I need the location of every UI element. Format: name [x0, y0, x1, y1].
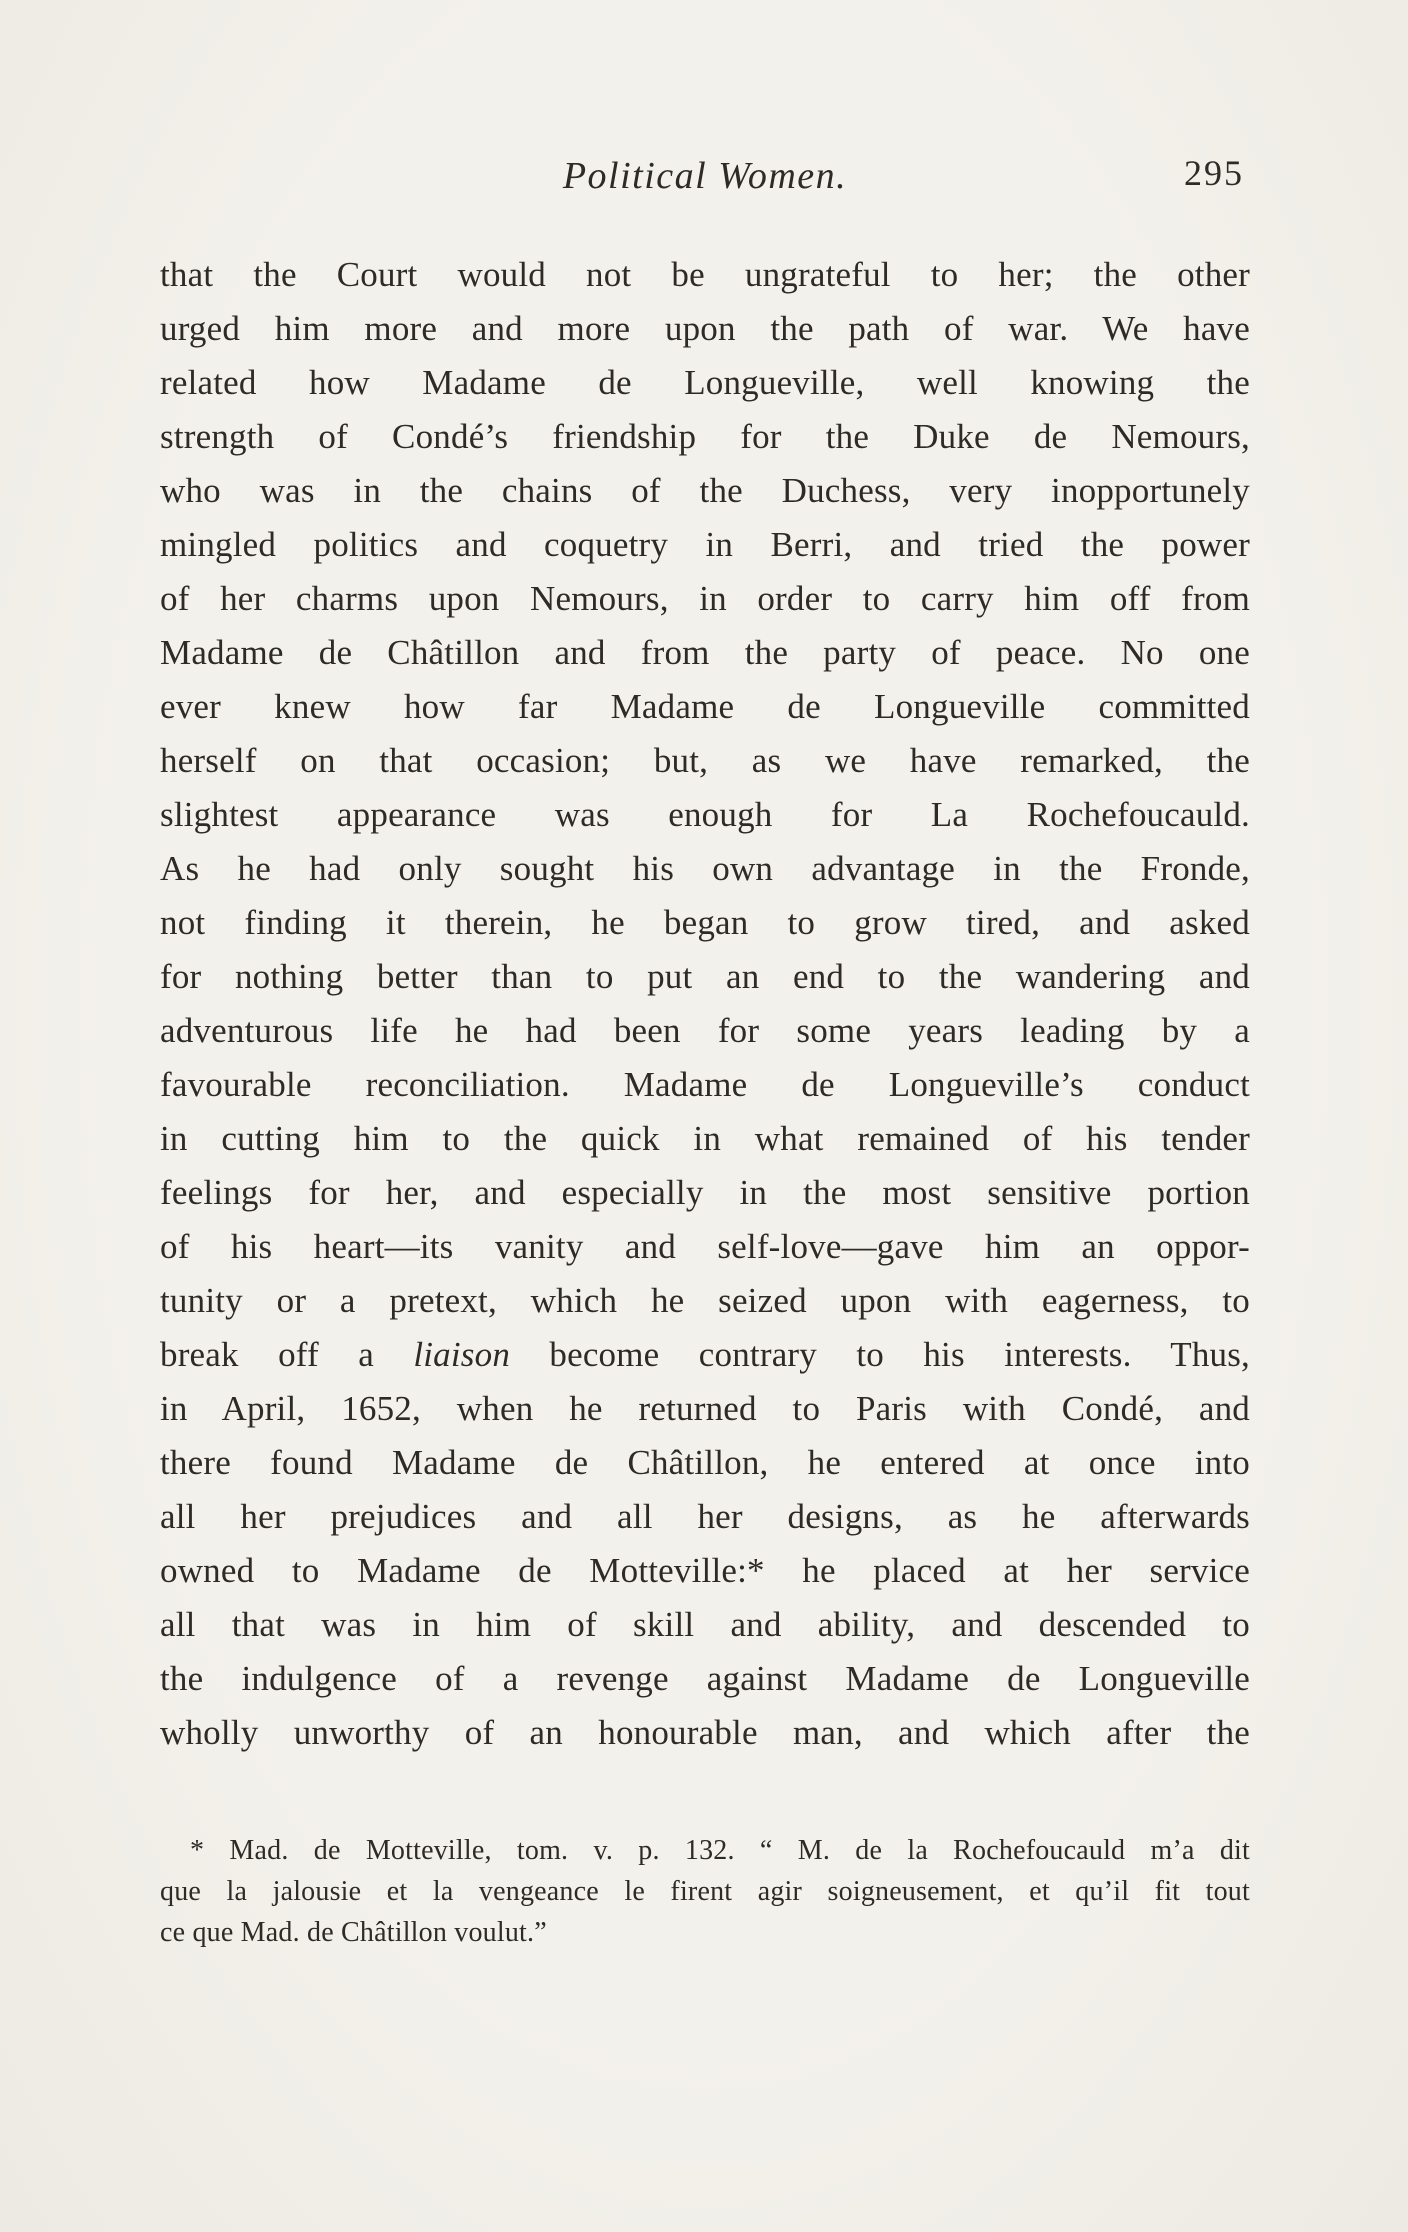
body-line	[160, 1112, 1250, 1166]
footnote-line	[160, 1871, 1250, 1912]
body-line	[160, 572, 1250, 626]
body-line	[160, 356, 1250, 410]
body-line	[160, 1598, 1250, 1652]
text-run: owned to Madame de Motteville:* he placed at her service	[160, 1551, 1250, 1590]
body-line	[160, 410, 1250, 464]
footnote	[160, 1830, 1250, 1953]
text-run: adventurous life he had been for some years leading by a	[160, 1011, 1250, 1050]
page-content	[160, 150, 1250, 1953]
italic-text: liaison	[413, 1335, 511, 1374]
text-run: there found Madame de Châtillon, he entered at once into	[160, 1443, 1250, 1482]
body-line	[160, 950, 1250, 1004]
body-line	[160, 626, 1250, 680]
text-run: not finding it therein, he began to grow tired, and asked	[160, 903, 1250, 942]
text-run: of his heart—its vanity and self-love—gave him an oppor-	[160, 1227, 1250, 1266]
text-run: become contrary to his interests. Thus,	[510, 1335, 1250, 1374]
body-line	[160, 464, 1250, 518]
text-run: tunity or a pretext, which he seized upon with eagerness, to	[160, 1281, 1250, 1320]
text-run: the indulgence of a revenge against Madame de Longueville	[160, 1659, 1250, 1698]
page-header	[160, 150, 1250, 206]
body-line	[160, 1436, 1250, 1490]
text-run: wholly unworthy of an honourable man, and which after the	[160, 1713, 1250, 1752]
body-line	[160, 1004, 1250, 1058]
text-run: que la jalousie et la vengeance le firent agir soigneusement, et qu’il fit tout	[160, 1876, 1250, 1907]
body-line	[160, 1544, 1250, 1598]
body-line	[160, 1490, 1250, 1544]
text-run: of her charms upon Nemours, in order to carry him off from	[160, 579, 1250, 618]
text-run: As he had only sought his own advantage in the Fronde,	[160, 849, 1250, 888]
text-run: in April, 1652, when he returned to Paris with Condé, and	[160, 1389, 1250, 1428]
text-run: who was in the chains of the Duchess, very inopportunely	[160, 471, 1250, 510]
text-run: * Mad. de Motteville, tom. v. p. 132. “ M. de la Rochefoucauld m’a dit	[190, 1835, 1250, 1866]
text-run: feelings for her, and especially in the most sensitive portion	[160, 1173, 1250, 1212]
body-line	[160, 1382, 1250, 1436]
text-run: ce que Mad. de Châtillon voulut.”	[160, 1917, 547, 1948]
footnote-line	[160, 1830, 1250, 1871]
text-run: all that was in him of skill and ability, and descended to	[160, 1605, 1250, 1644]
body-line	[160, 842, 1250, 896]
body-line	[160, 680, 1250, 734]
body-line	[160, 734, 1250, 788]
running-title: Political Women.	[562, 155, 848, 197]
body-line	[160, 248, 1250, 302]
text-run: for nothing better than to put an end to the wandering and	[160, 957, 1250, 996]
body-line	[160, 1652, 1250, 1706]
text-run: that the Court would not be ungrateful to her; the other	[160, 255, 1250, 294]
text-run: related how Madame de Longueville, well knowing the	[160, 363, 1250, 402]
text-run: Madame de Châtillon and from the party of peace. No one	[160, 633, 1250, 672]
text-run: ever knew how far Madame de Longueville committed	[160, 687, 1250, 726]
text-run: urged him more and more upon the path of war. We have	[160, 309, 1250, 348]
text-run: all her prejudices and all her designs, as he afterwards	[160, 1497, 1250, 1536]
text-run: herself on that occasion; but, as we have remarked, the	[160, 741, 1250, 780]
text-run: slightest appearance was enough for La Rochefoucauld.	[160, 795, 1250, 834]
text-run: strength of Condé’s friendship for the Duke de Nemours,	[160, 417, 1250, 456]
body-line	[160, 518, 1250, 572]
page-number: 295	[1184, 153, 1244, 193]
body-line	[160, 1274, 1250, 1328]
body-line	[160, 1706, 1250, 1760]
body-line	[160, 788, 1250, 842]
body-line	[160, 1220, 1250, 1274]
text-run: in cutting him to the quick in what remained of his tender	[160, 1119, 1250, 1158]
footnote-line	[160, 1912, 1250, 1953]
body-line	[160, 1058, 1250, 1112]
text-run: break off a	[160, 1335, 414, 1374]
body-text	[160, 248, 1250, 1760]
body-line	[160, 302, 1250, 356]
body-line	[160, 1328, 1250, 1382]
body-line	[160, 1166, 1250, 1220]
body-line	[160, 896, 1250, 950]
text-run: mingled politics and coquetry in Berri, and tried the power	[160, 525, 1250, 564]
text-run: favourable reconciliation. Madame de Longueville’s conduct	[160, 1065, 1250, 1104]
